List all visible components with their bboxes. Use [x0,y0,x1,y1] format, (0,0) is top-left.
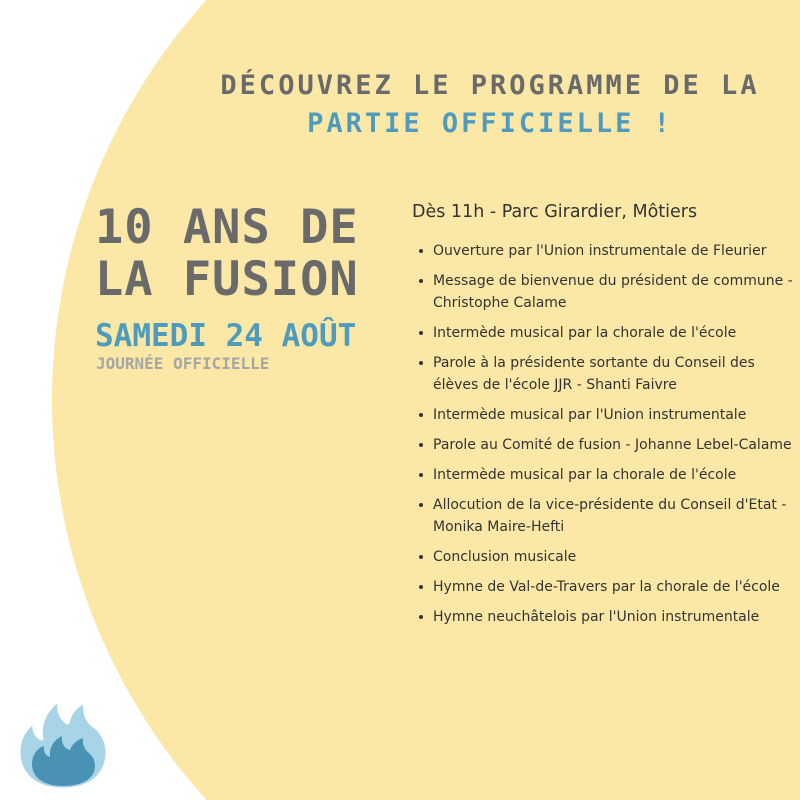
program-item: Intermède musical par la chorale de l'école [433,322,793,344]
program-item: Message de bienvenue du président de commune - Christophe Calame [433,270,793,314]
program-item: Intermède musical par la chorale de l'école [433,464,793,486]
program-item: Conclusion musicale [433,546,793,568]
program-venue: Dès 11h - Parc Girardier, Môtiers [412,202,698,222]
flame-logo-icon [15,690,111,790]
program-item: Hymne de Val-de-Travers par la chorale de l'école [433,576,793,598]
headline-line1: DÉCOUVREZ LE PROGRAMME DE LA [220,70,760,101]
event-title-line2: LA FUSION [95,252,359,307]
program-item: Allocution de la vice-présidente du Conseil d'Etat - Monika Maire-Hefti [433,494,793,538]
event-day-label: JOURNÉE OFFICIELLE [96,354,270,373]
event-title-line1: 10 ANS DE [95,200,359,255]
program-list [433,240,793,636]
program-item: Ouverture par l'Union instrumentale de Fleurier [433,240,793,262]
event-date: SAMEDI 24 AOÛT [95,318,357,354]
program-item: Hymne neuchâtelois par l'Union instrumentale [433,606,793,628]
headline-line2: PARTIE OFFICIELLE ! [307,108,673,139]
program-item: Parole à la présidente sortante du Conseil des élèves de l'école JJR - Shanti Faivre [433,352,793,396]
program-item: Intermède musical par l'Union instrumentale [433,404,793,426]
program-item: Parole au Comité de fusion - Johanne Lebel-Calame [433,434,793,456]
